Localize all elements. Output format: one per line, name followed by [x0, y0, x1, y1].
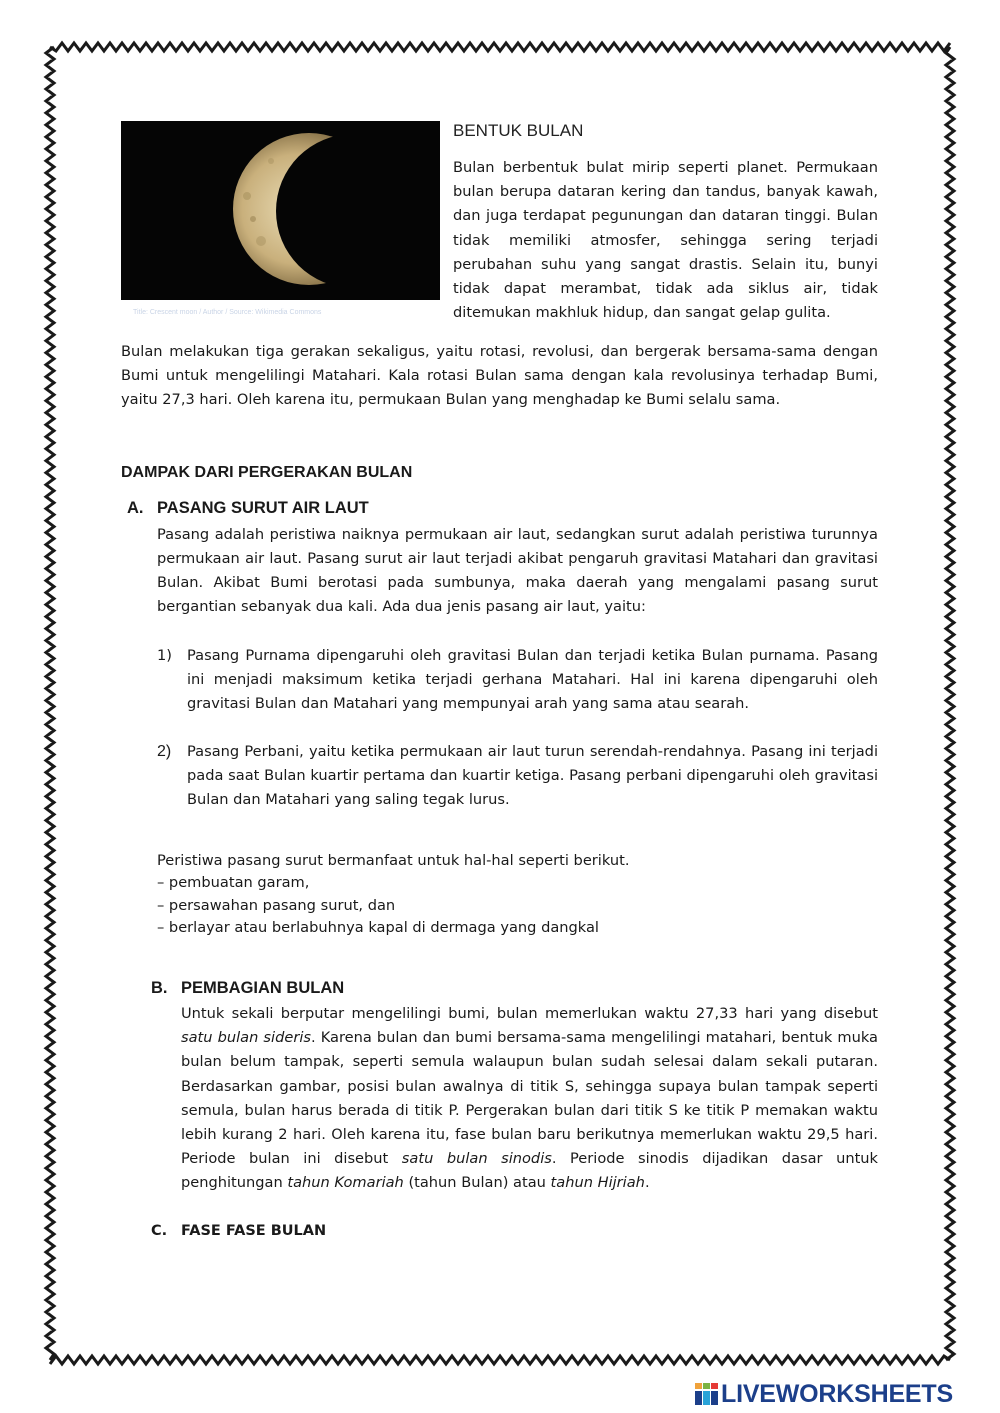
section-b-paragraph — [181, 1002, 878, 1196]
section-a-paragraph: Pasang adalah peristiwa naiknya permukaan air laut, sedangkan surut adalah peristiwa turunnya permukaan air laut. Pasang surut air laut terjadi akibat pengaruh gravitasi Matahari dan gravitasi Bulan. Akibat Bumi berotasi pada sumbunya, maka daerah yang mengalami pasang surut bergantian sebanyak dua kali. Ada dua jenis pasang air laut, yaitu: — [157, 526, 878, 616]
section-heading: DAMPAK DARI PERGERAKAN BULAN — [121, 464, 413, 481]
subheading-b-title: PEMBAGIAN BULAN — [181, 979, 345, 997]
liveworksheets-wordmark: LIVEWORKSHEETS — [721, 1379, 953, 1408]
liveworksheets-icon — [695, 1383, 719, 1405]
list-item-text: Pasang Perbani, yaitu ketika permukaan air laut turun serendah-rendahnya. Pasang ini terjadi pada saat Bulan kuartir pertama dan kuartir ketiga. Pasang perbani dipengaruhi oleh gravitasi Bulan dan Matahari yang saling tegak lurus. — [187, 743, 878, 809]
text-run: . — [644, 1174, 650, 1192]
italic-term: tahun Hijriah — [550, 1174, 645, 1192]
main-paragraph: Bulan melakukan tiga gerakan sekaligus, yaitu rotasi, revolusi, dan bergerak bersama-sama dengan Bumi untuk mengelilingi Matahari. Kala rotasi Bulan sama dengan kala revolusinya terhadap Bumi, yaitu 27,3 hari. Oleh karena itu, permukaan Bulan yang menghadap ke Bumi selalu sama. — [121, 343, 878, 409]
intro-title: BENTUK BULAN — [453, 121, 584, 140]
subheading-a-title: PASANG SURUT AIR LAUT — [157, 499, 369, 517]
subheading-a — [127, 499, 369, 518]
italic-term: tahun Komariah — [287, 1174, 404, 1192]
subheading-c-title: FASE FASE BULAN — [181, 1223, 327, 1239]
italic-term: satu bulan sinodis — [401, 1150, 552, 1168]
benefit-item: – pembuatan garam, — [157, 874, 310, 891]
subheading-a-letter: A. — [127, 499, 144, 517]
text-run: . Karena bulan dan bumi bersama-sama mengelilingi matahari, bentuk muka bulan belum tampak, seperti semula walaupun bulan sudah selesai dalam sekali putaran. Berdasarkan gambar, posisi bulan awalnya di titik S, sehingga supaya bulan tampak seperti semula, bulan harus berada di titik P. Pergerakan bulan dari titik S ke titik P memakan waktu lebih kurang 2 hari. Oleh karena itu, fase bulan baru berikutnya memerlukan waktu 29,5 hari. Periode bulan ini disebut — [181, 1029, 878, 1168]
subheading-c-letter: C. — [151, 1223, 168, 1239]
subheading-b-letter: B. — [151, 979, 168, 997]
italic-term: satu bulan sideris — [181, 1029, 311, 1047]
text-run: Untuk sekali berputar mengelilingi bumi, bulan memerlukan waktu 27,33 hari yang disebut — [181, 1005, 878, 1022]
intro-paragraph: Bulan berbentuk bulat mirip seperti planet. Permukaan bulan berupa dataran kering dan tandus, banyak kawah, dan juga terdapat pegunungan dan dataran tinggi. Bulan tidak memiliki atmosfer, sehingga sering terjadi perubahan suhu yang sangat drastis. Selain itu, bunyi tidak dapat merambat, tidak ada siklus air, tidak ditemukan makhluk hidup, dan sangat gelap gulita. — [453, 159, 878, 322]
liveworksheets-logo[interactable] — [695, 1381, 953, 1407]
benefits-list — [157, 872, 878, 940]
list-item-number: 2) — [157, 743, 172, 760]
benefit-item: – berlayar atau berlabuhnya kapal di dermaga yang dangkal — [157, 919, 599, 937]
photo-caption: Title: Crescent moon / Author / Source: Wikimedia Commons — [133, 309, 322, 316]
text-run: . Periode sinodis dijadikan dasar untuk penghitungan — [181, 1150, 878, 1192]
crescent-moon-photo — [121, 121, 440, 300]
moon-icon — [121, 121, 440, 300]
benefits-intro: Peristiwa pasang surut bermanfaat untuk hal-hal seperti berikut. — [157, 852, 630, 869]
subheading-b — [151, 979, 344, 998]
list-item-text: Pasang Purnama dipengaruhi oleh gravitasi Bulan dan terjadi ketika Bulan purnama. Pasang ini menjadi maksimum ketika terjadi gerhana Matahari. Hal ini karena dipengaruhi oleh gravitasi Bulan dan Matahari yang mempunyai arah yang sama atau searah. — [187, 647, 878, 713]
benefit-item: – persawahan pasang surut, dan — [157, 896, 396, 914]
list-item-number: 1) — [157, 647, 172, 664]
subheading-c — [151, 1223, 326, 1239]
text-run: (tahun Bulan) atau — [403, 1174, 551, 1192]
